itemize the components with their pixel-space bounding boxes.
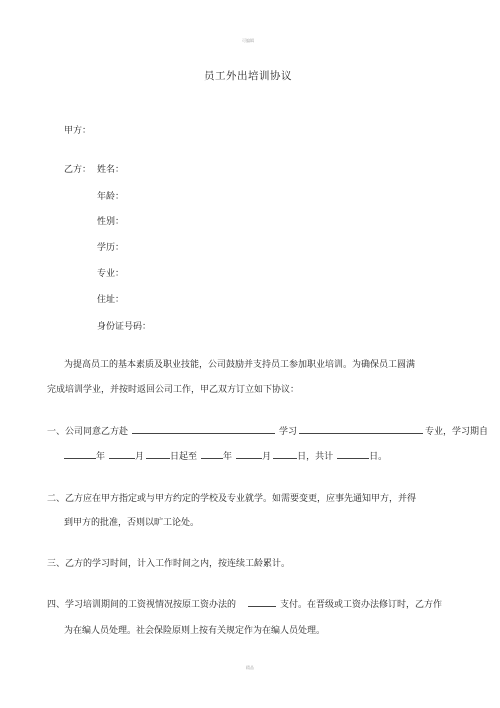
party-a-label: 甲方：	[64, 126, 92, 136]
start-day-label: 日起至	[170, 452, 198, 462]
year-label: 年	[96, 452, 106, 462]
start-month-blank[interactable]	[109, 449, 135, 459]
study-blank[interactable]	[299, 424, 423, 434]
start-year-blank[interactable]	[64, 449, 96, 459]
page-header: 可编辑	[242, 38, 254, 43]
month-label: 月	[135, 452, 145, 462]
clause-2-line-1: 二、乙方应在甲方指定或与甲方约定的学校及专业就学。如需要变更，应事先通知甲方，并得	[47, 494, 417, 504]
clause-4-line-2: 为在编人员处理。社会保险原则上按有关规定作为在编人员处理。	[64, 626, 326, 636]
end-year-label: 年	[223, 452, 233, 462]
days-label: 日。	[369, 452, 388, 462]
clause-1-text-b: 学习	[279, 427, 298, 437]
intro-line-1: 为提高员工的基本素质及职业技能，公司鼓励并支持员工参加职业培训。为确保员工圆满	[64, 360, 416, 370]
page-footer: 精品	[246, 665, 254, 670]
field-gender: 性别：	[97, 217, 125, 227]
salary-ratio-blank[interactable]	[248, 597, 276, 607]
clause-4-line-1	[47, 597, 442, 610]
start-day-blank[interactable]	[146, 449, 170, 459]
party-b-label: 乙方：	[64, 165, 92, 175]
clause-2-line-2: 到甲方的批准，否则以旷工论处。	[64, 518, 200, 528]
end-month-blank[interactable]	[236, 449, 262, 459]
end-month-label: 月	[262, 452, 272, 462]
clause-1-text-a: 一、公司同意乙方赴	[47, 427, 129, 437]
clause-3: 三、乙方的学习时间，计入工作时间之内，按连续工龄累计。	[47, 559, 291, 569]
field-education: 学历：	[97, 243, 125, 253]
total-label: 日，共计	[297, 452, 334, 462]
total-days-blank[interactable]	[337, 449, 369, 459]
clause-4-text-a: 四、学习培训期间的工资视情况按原工资办法的	[47, 600, 237, 610]
document-title: 员工外出培训协议	[204, 70, 292, 82]
field-age: 年龄：	[97, 192, 125, 202]
clause-1-line-2	[64, 449, 387, 462]
end-year-blank[interactable]	[201, 449, 223, 459]
clause-1-text-c: 专业，学习期自	[425, 427, 489, 437]
field-address: 住址：	[97, 295, 125, 305]
field-id-number: 身份证号码：	[97, 322, 152, 332]
end-day-blank[interactable]	[273, 449, 297, 459]
clause-4-text-b: 支付。在晋级或工资办法修订时，乙方作	[280, 600, 443, 610]
clause-1-line-1	[47, 424, 488, 437]
field-name: 姓名：	[97, 165, 125, 175]
intro-line-2: 完成培训学业，并按时返回公司工作，甲乙双方订立如下协议：	[47, 385, 300, 395]
field-major: 专业：	[97, 269, 125, 279]
school-blank[interactable]	[132, 424, 275, 434]
